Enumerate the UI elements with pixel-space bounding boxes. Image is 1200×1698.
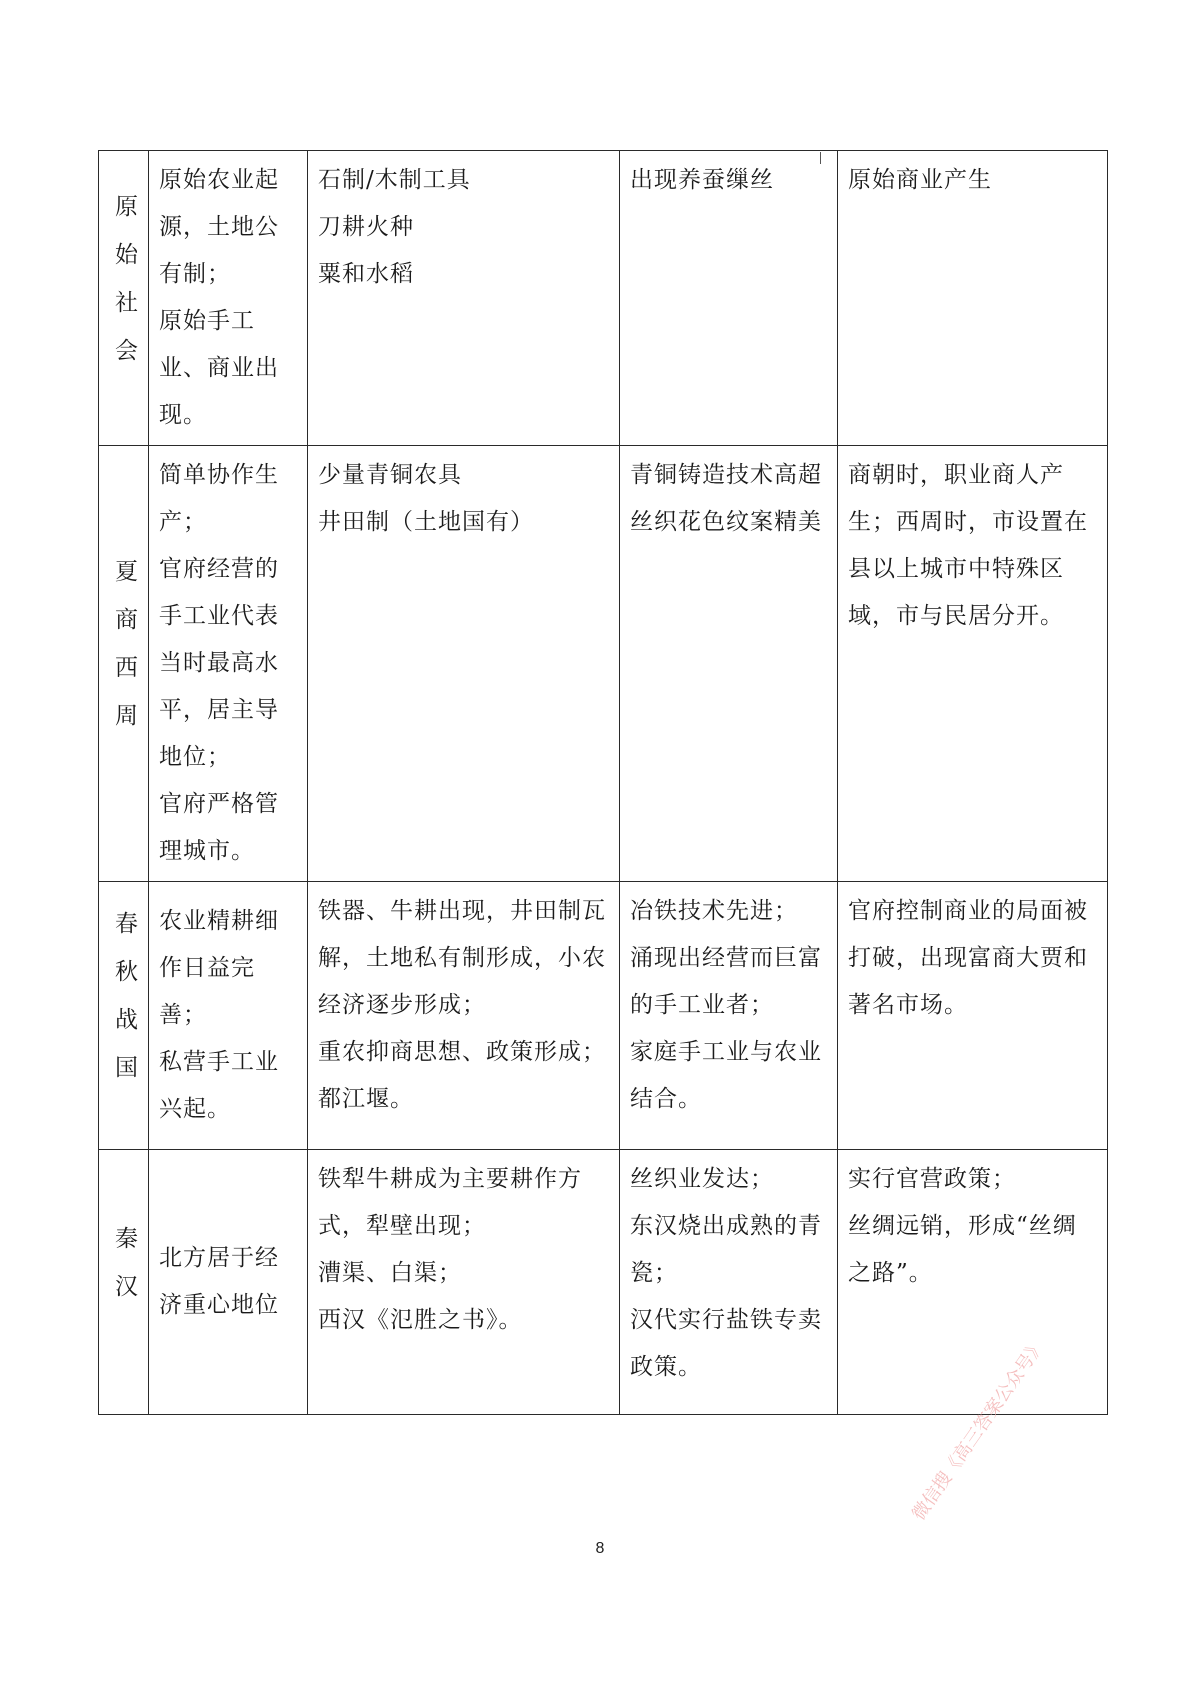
cell-line: 家庭手工业与农业结合。	[630, 1039, 822, 1112]
cell-line: 东汉烧出成熟的青瓷；	[630, 1213, 822, 1286]
era-label: 夏商西周	[111, 559, 137, 751]
handicraft-cell	[620, 1150, 838, 1415]
cell-line: 官府控制商业的局面被打破，出现富商大贾和著名市场。	[848, 898, 1088, 1018]
cell-line: 涌现出经营而巨富的手工业者；	[630, 945, 822, 1018]
cell-line: 商朝时，职业商人产生；西周时，市设置在县以上城市中特殊区域，市与民居分开。	[848, 462, 1088, 629]
era-cell	[99, 882, 149, 1150]
cell-line: 汉代实行盐铁专卖政策。	[630, 1307, 822, 1380]
era-label: 原始社会	[111, 193, 137, 386]
cell-line: 简单协作生产；	[159, 462, 279, 535]
handicraft-cell	[620, 446, 838, 882]
handicraft-cell	[620, 151, 838, 446]
agriculture-policy-cell	[149, 446, 308, 882]
commerce-cell	[838, 1150, 1108, 1415]
cell-line: 漕渠、白渠；	[318, 1260, 462, 1286]
agriculture-policy-cell	[149, 882, 308, 1150]
page-number: 8	[595, 1540, 605, 1557]
agriculture-cell	[308, 882, 620, 1150]
cell-line: 少量青铜农具	[318, 462, 462, 488]
era-label: 春秋战国	[111, 911, 137, 1103]
cell-line: 石制/木制工具	[318, 167, 471, 193]
cell-line: 都江堰。	[318, 1086, 414, 1112]
agriculture-cell	[308, 446, 620, 882]
cell-line: 出现养蚕缫丝	[630, 167, 774, 193]
table-row	[99, 446, 1108, 882]
cell-line: 井田制（土地国有）	[318, 509, 534, 535]
cell-line: 刀耕火种	[318, 214, 414, 240]
cell-line: 丝绸远销，形成“丝绸之路”。	[848, 1213, 1077, 1286]
era-cell	[99, 151, 149, 446]
cell-line: 冶铁技术先进；	[630, 898, 798, 924]
cell-line: 官府经营的手工业代表当时最高水平，居主导地位；	[159, 556, 279, 770]
commerce-cell	[838, 446, 1108, 882]
cell-line: 原始商业产生	[848, 167, 992, 193]
table-row	[99, 151, 1108, 446]
agriculture-policy-cell	[149, 1150, 308, 1415]
cell-line: 原始手工业、商业出现。	[159, 308, 279, 428]
cell-line: 北方居于经济重心地位	[159, 1245, 279, 1318]
handicraft-cell	[620, 882, 838, 1150]
era-label: 秦汉	[111, 1225, 137, 1322]
table-row	[99, 1150, 1108, 1415]
cell-line: 官府严格管理城市。	[159, 791, 279, 864]
cell-line: 重农抑商思想、政策形成；	[318, 1039, 606, 1065]
cell-line: 原始农业起源，土地公有制；	[159, 167, 279, 287]
table-row	[99, 882, 1108, 1150]
commerce-cell	[838, 882, 1108, 1150]
agriculture-cell	[308, 151, 620, 446]
agriculture-policy-cell	[149, 151, 308, 446]
cell-line: 丝织花色纹案精美	[630, 509, 822, 535]
era-cell	[99, 446, 149, 882]
cell-line: 丝织业发达；	[630, 1166, 774, 1192]
cell-line: 粟和水稻	[318, 261, 414, 287]
cell-line: 实行官营政策；	[848, 1166, 1016, 1192]
watermark: 微信搜《高三答案公众号》	[908, 1335, 1050, 1525]
agriculture-cell	[308, 1150, 620, 1415]
cell-line: 农业精耕细作日益完善；	[159, 908, 279, 1028]
cell-line: 私营手工业兴起。	[159, 1049, 279, 1122]
economy-history-table	[98, 150, 1108, 1415]
cell-line: 青铜铸造技术高超	[630, 462, 822, 488]
commerce-cell	[838, 151, 1108, 446]
cell-line: 铁犁牛耕成为主要耕作方式，犁壁出现；	[318, 1166, 582, 1239]
cell-line: 西汉《氾胜之书》。	[318, 1307, 523, 1333]
era-cell	[99, 1150, 149, 1415]
cell-line: 铁器、牛耕出现，井田制瓦解，土地私有制形成，小农经济逐步形成；	[318, 898, 606, 1018]
